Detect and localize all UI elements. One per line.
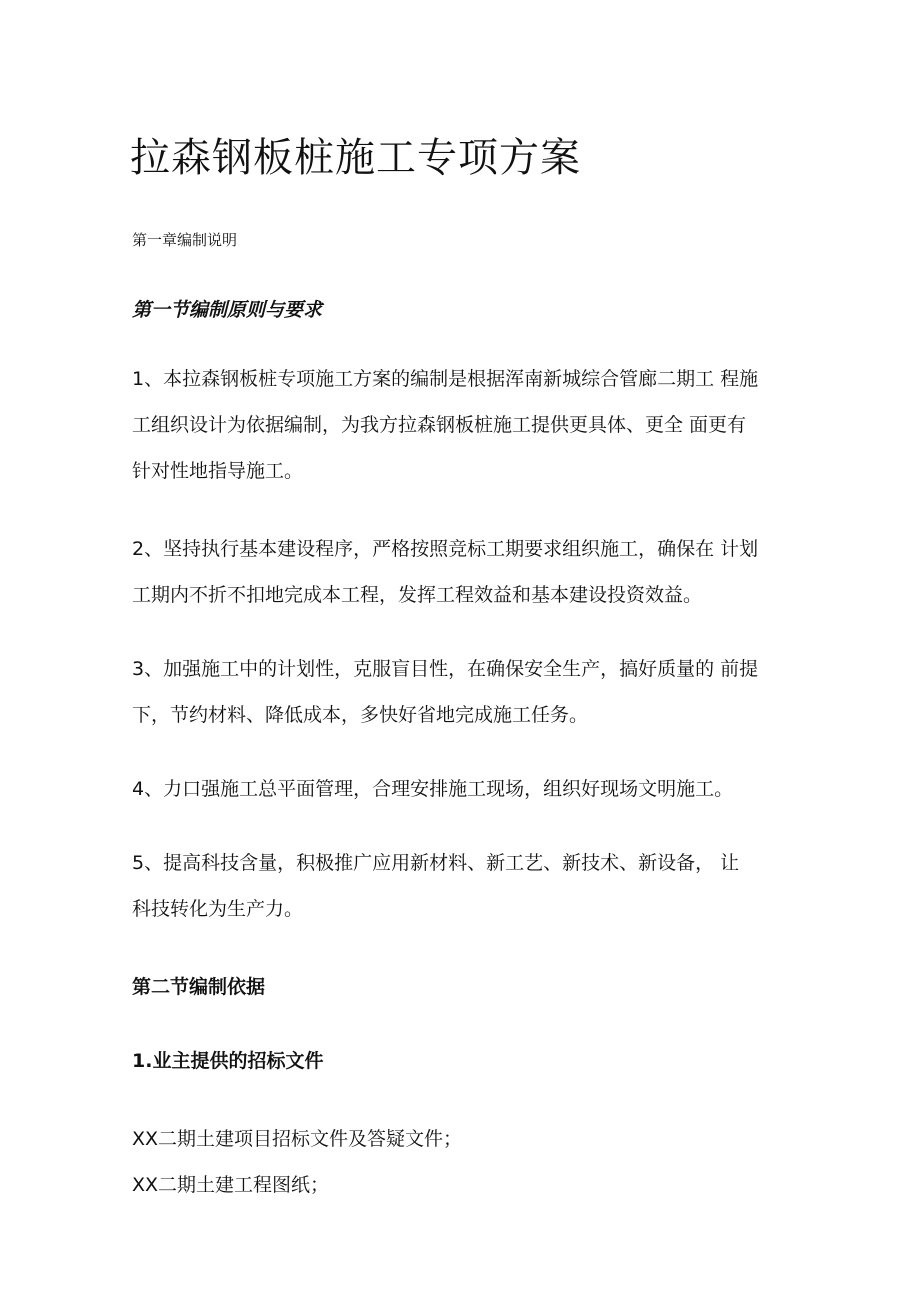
paragraph-item-1 — [132, 356, 797, 494]
subsection-heading-tender-docs: 1.业主提供的招标文件 — [132, 1050, 324, 1072]
paragraph-line: 工组织设计为依据编制，为我方拉森钢板桩施工提供更具体、更全 面更有 — [132, 414, 747, 436]
paragraph-item-5 — [132, 840, 797, 932]
paragraph-line: 工期内不折不扣地完成本工程，发挥工程效益和基本建设投资效益。 — [132, 584, 703, 606]
paragraph-line: 5、提高科技含量，积极推广应用新材料、新工艺、新技术、新设备， 让 — [132, 852, 740, 874]
section-heading-principles: 第一节编制原则与要求 — [132, 299, 323, 321]
basis-doc-item: XX二期土建项目招标文件及答疑文件； — [132, 1128, 463, 1150]
paragraph-line: 科技转化为生产力。 — [132, 898, 304, 920]
paragraph-line: 4、力口强施工总平面管理，合理安排施工现场，组织好现场文明施工。 — [132, 778, 734, 800]
document-title: 拉森钢板桩施工专项方案 — [130, 135, 581, 181]
section-heading-basis: 第二节编制依据 — [132, 976, 266, 998]
paragraph-line: 针对性地指导施工。 — [132, 460, 304, 482]
paragraph-line: 3、加强施工中的计划性，克服盲目性，在确保安全生产，搞好质量的 前提 — [132, 658, 759, 680]
paragraph-line: 1、本拉森钢板桩专项施工方案的编制是根据浑南新城综合管廊二期工 程施 — [132, 368, 759, 390]
paragraph-item-3 — [132, 646, 797, 738]
paragraph-line: 下，节约材料、降低成本，多快好省地完成施工任务。 — [132, 704, 589, 726]
paragraph-item-4 — [132, 766, 797, 812]
paragraph-line: 2、坚持执行基本建设程序，严格按照竞标工期要求组织施工，确保在 计划 — [132, 538, 759, 560]
basis-doc-item: XX二期土建工程图纸； — [132, 1174, 330, 1196]
paragraph-item-2 — [132, 526, 797, 618]
chapter-heading: 第一章编制说明 — [132, 231, 238, 249]
